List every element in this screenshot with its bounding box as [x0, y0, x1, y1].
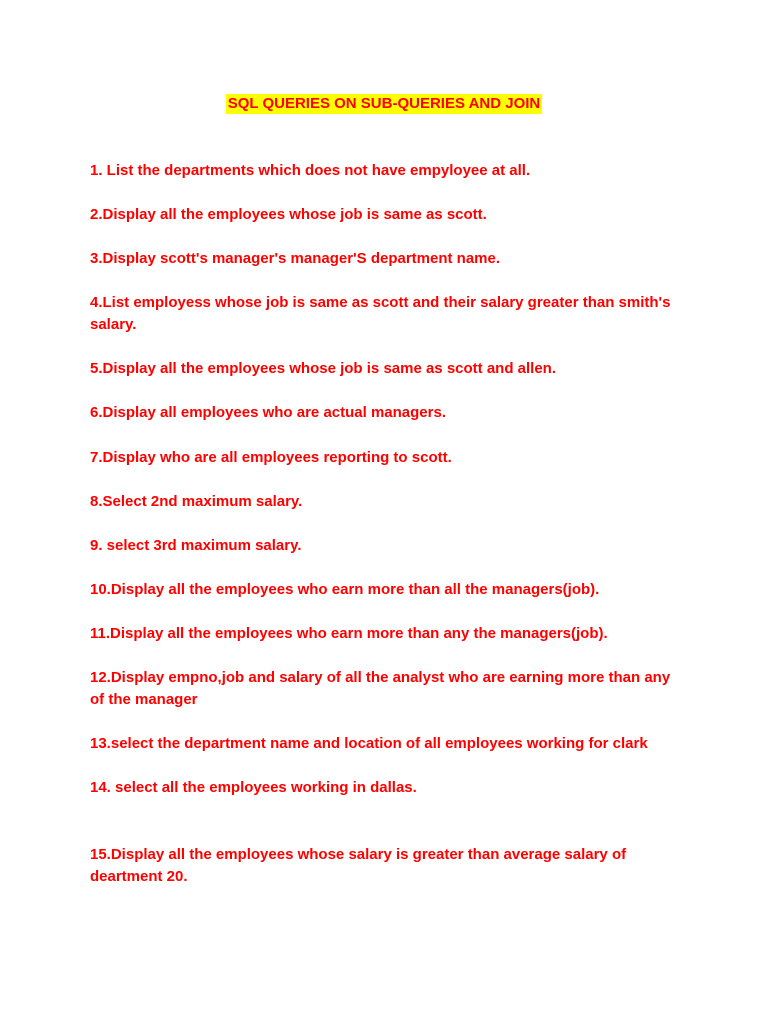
question-item-14: 14. select all the employees working in dallas. — [90, 779, 417, 796]
question-item-10: 10.Display all the employees who earn more than all the managers(job). — [90, 581, 600, 598]
question-item-11: 11.Display all the employees who earn more than any the managers(job). — [90, 625, 608, 642]
title-container — [0, 94, 768, 114]
question-item-8: 8.Select 2nd maximum salary. — [90, 493, 303, 510]
question-item-3: 3.Display scott's manager's manager'S department name. — [90, 250, 501, 267]
question-item-6: 6.Display all employees who are actual managers. — [90, 404, 446, 421]
question-item-12: 12.Display empno,job and salary of all the analyst who are earning more than any of the manager — [90, 669, 671, 708]
question-item-1: 1. List the departments which does not have empyloyee at all. — [90, 162, 531, 179]
question-item-2: 2.Display all the employees whose job is same as scott. — [90, 206, 487, 223]
question-item-7: 7.Display who are all employees reporting to scott. — [90, 449, 452, 466]
question-item-5: 5.Display all the employees whose job is same as scott and allen. — [90, 360, 557, 377]
question-item-9: 9. select 3rd maximum salary. — [90, 537, 302, 554]
document-title: SQL QUERIES ON SUB-QUERIES AND JOIN — [227, 95, 541, 112]
question-item-15: 15.Display all the employees whose salary is greater than average salary of deartment 20. — [90, 846, 627, 885]
question-item-13: 13.select the department name and location of all employees working for clark — [90, 735, 648, 752]
question-item-4: 4.List employess whose job is same as scott and their salary greater than smith's salary. — [90, 294, 671, 333]
